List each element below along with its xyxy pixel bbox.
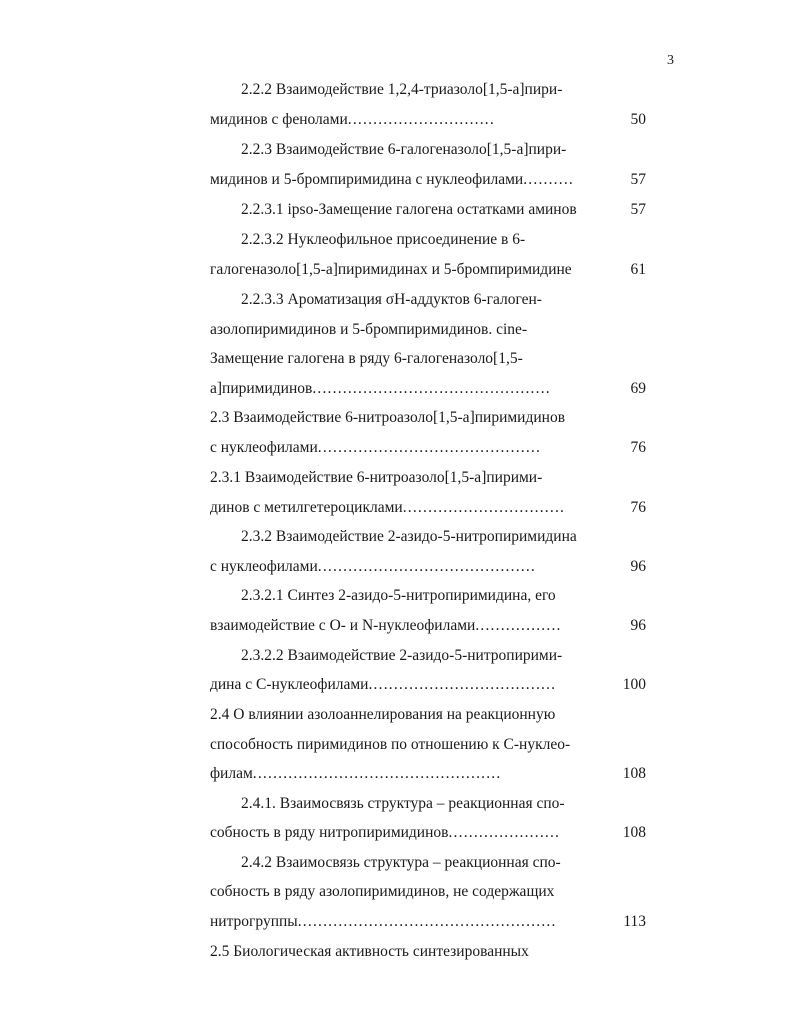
toc-line: 2.2.3.1 ipso-Замещение галогена остатками аминов xyxy=(241,201,577,218)
toc-line: с нуклеофилами........................................... xyxy=(210,558,536,575)
toc-page-number: 76 xyxy=(630,499,646,516)
toc-line: a]пиримидинов............................................... xyxy=(210,380,551,397)
toc-line: азолопиримидинов и 5-бромпиримидинов. cine- xyxy=(210,321,528,338)
toc-line: способность пиримидинов по отношению к C-нуклео- xyxy=(210,736,571,753)
toc-line: нитрогруппы................................................... xyxy=(210,913,557,930)
toc-page-number: 96 xyxy=(630,617,646,634)
toc-line: 2.4 О влиянии азолоаннелирования на реакционную xyxy=(210,706,556,723)
toc-line: 2.4.1. Взаимосвязь структура – реакционная спо- xyxy=(241,795,565,812)
toc-line: галогеназоло[1,5-a]пиримидинах и 5-бромпиримидине xyxy=(210,261,572,278)
toc-page-number: 61 xyxy=(630,261,646,278)
toc-line: 2.2.2 Взаимодействие 1,2,4-триазоло[1,5-a]пири- xyxy=(241,81,563,98)
toc-line: 2.5 Биологическая активность синтезированных xyxy=(210,943,529,960)
toc-line: 2.3.2 Взаимодействие 2-азидо-5-нитропиримидина xyxy=(241,528,577,545)
toc-line: 2.2.3.2 Нуклеофильное присоединение в 6- xyxy=(241,231,526,248)
toc-line: 2.3.2.1 Синтез 2-азидо-5-нитропиримидина, его xyxy=(241,587,556,604)
toc-page-number: 108 xyxy=(622,824,646,841)
toc-line: собность в ряду нитропиримидинов...................... xyxy=(210,824,561,841)
toc-line: 2.3 Взаимодействие 6-нитроазоло[1,5-a]пиримидинов xyxy=(210,409,566,426)
toc-page-number: 76 xyxy=(630,439,646,456)
toc-line: Замещение галогена в ряду 6-галогеназоло[1,5- xyxy=(210,350,523,367)
toc-line: с нуклеофилами............................................ xyxy=(210,439,542,456)
toc-page-number: 113 xyxy=(623,913,646,930)
toc-line: динов с метилгетероциклами................................ xyxy=(210,499,566,516)
toc-line: филам................................................. xyxy=(210,765,502,782)
toc-line: 2.4.2 Взаимосвязь структура – реакционная спо- xyxy=(241,854,561,871)
toc-page-number: 108 xyxy=(622,765,646,782)
toc-line: мидинов с фенолами............................. xyxy=(210,111,495,128)
toc-line: мидинов и 5-бромпиримидина с нуклеофилами.......... xyxy=(210,171,574,188)
toc-page-number: 96 xyxy=(630,558,646,575)
toc-line: 2.2.3.3 Ароматизация σH-аддуктов 6-галоген- xyxy=(241,291,542,308)
toc-line: 2.3.2.2 Взаимодействие 2-азидо-5-нитропирими- xyxy=(241,647,563,664)
page-number: 3 xyxy=(667,53,674,68)
toc-line: 2.2.3 Взаимодействие 6-галогеназоло[1,5-a]пири- xyxy=(241,141,567,158)
toc-line: взаимодействие с O- и N-нуклеофилами................. xyxy=(210,617,562,634)
toc-page-number: 50 xyxy=(630,111,646,128)
toc-page-number: 57 xyxy=(630,201,646,218)
toc-page-number: 100 xyxy=(622,676,646,693)
toc-line: собность в ряду азолопиримидинов, не содержащих xyxy=(210,883,555,900)
toc-line: 2.3.1 Взаимодействие 6-нитроазоло[1,5-a]пирими- xyxy=(210,469,543,486)
toc-page-number: 69 xyxy=(630,380,646,397)
toc-line: дина с C-нуклеофилами..................................... xyxy=(210,676,557,693)
toc-page-number: 57 xyxy=(630,171,646,188)
